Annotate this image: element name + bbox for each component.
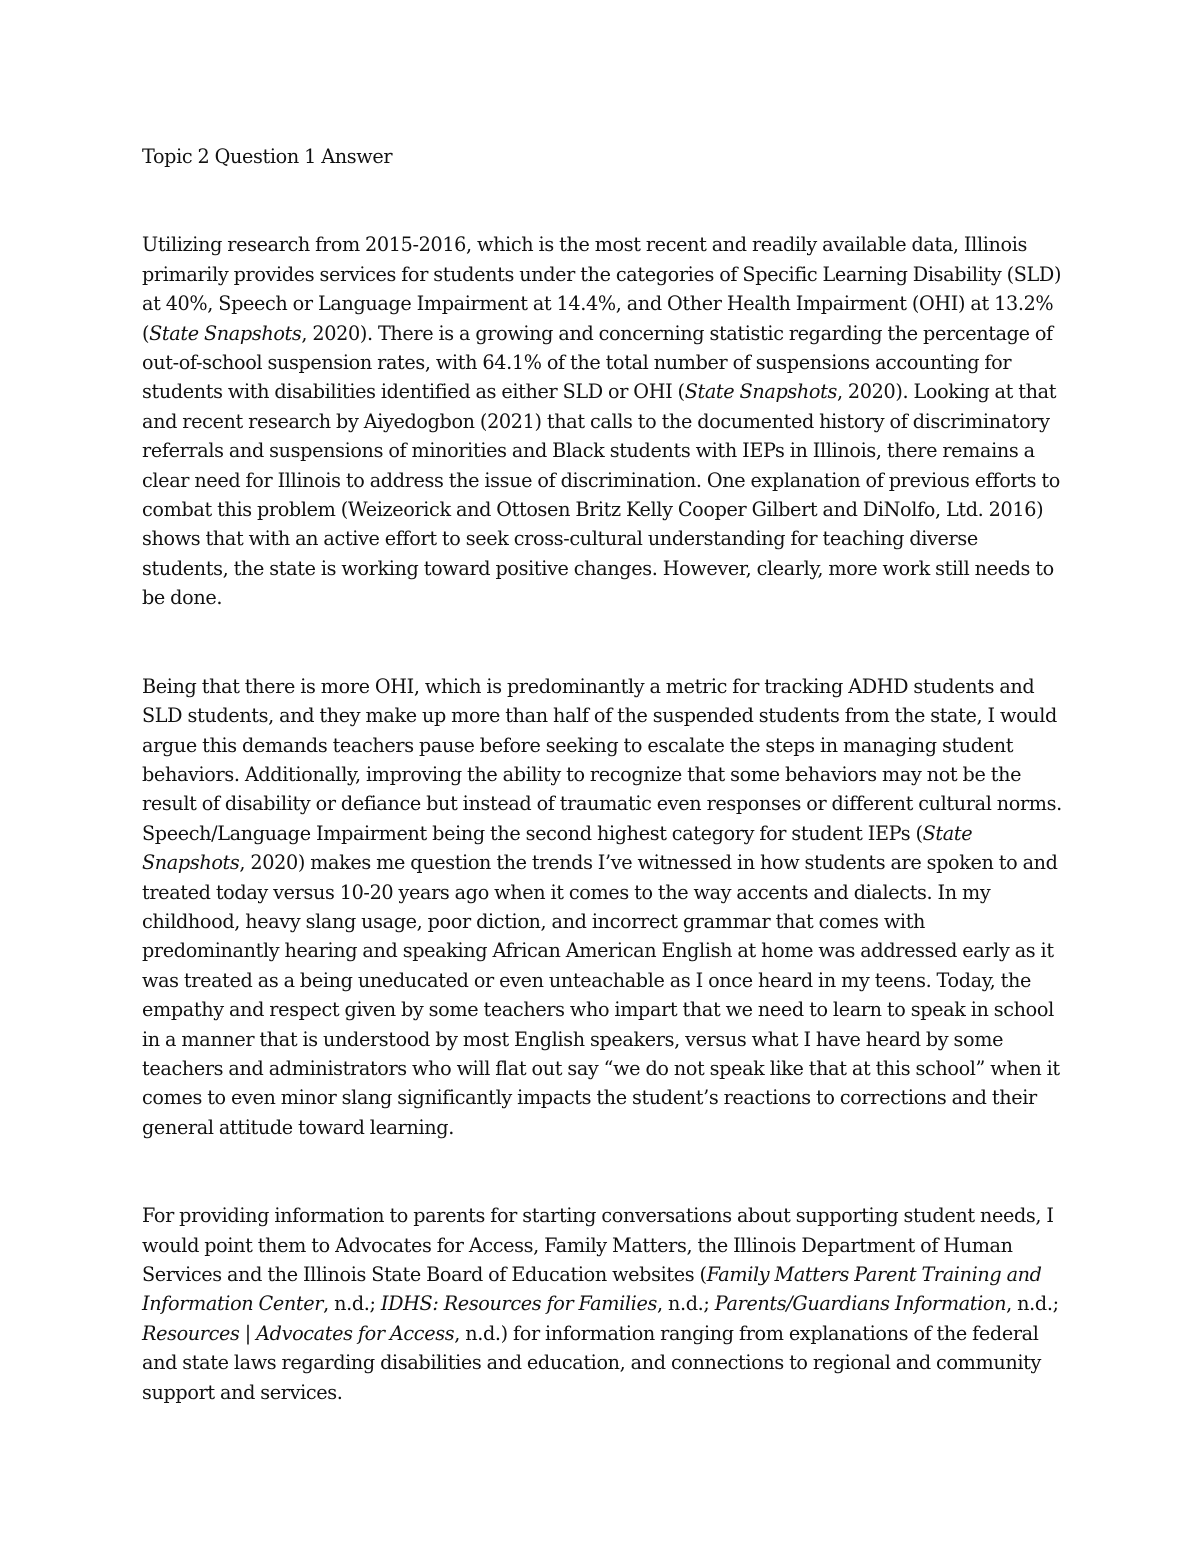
text-run: , 2020) makes me question the trends I’ve witnessed in how students are spoken to and treated today versus 10-20 years ago when it comes to the way accents and dialects. In my childhood, heavy slang usage, poor diction, and incorrect grammar that comes with predominantly hearing and speaking African American English at home was addressed early as it was treated as a being uneducated or even unteachable as I once heard in my teens. Today, the empathy and respect given by some teachers who impart that we need to learn to speak in school in a manner that is understood by most English speakers, versus what I have heard by some teachers and administrators who will flat out say “we do not speak like that at this school” when it comes to even minor slang significantly impacts the student’s reactions to corrections and their general attitude toward learning. xyxy=(142,851,1060,1139)
citation-italic: State Snapshots xyxy=(684,380,837,404)
paragraph-2 xyxy=(142,672,1066,1143)
text-run: Being that there is more OHI, which is predominantly a metric for tracking ADHD students and SLD students, and they make up more than half of the suspended students from the state, I would argue this demands teachers pause before seeking to escalate the steps in managing student behaviors. Additionally, improving the ability to recognize that some behaviors may not be the result of disability or defiance but instead of traumatic even responses or different cultural norms. Speech/Language Impairment being the second highest category for student IEPs ( xyxy=(142,674,1062,845)
citation-italic: Family Matters Parent Training and Information Center xyxy=(142,1263,1042,1316)
text-run: , n.d.; xyxy=(323,1292,381,1316)
text-run: , n.d.; xyxy=(1006,1292,1059,1316)
citation-italic: State Snapshots xyxy=(149,321,302,345)
citation-italic: Parents/Guardians Information xyxy=(714,1292,1007,1316)
text-run: Utilizing research from 2015-2016, which is the most recent and readily available data, Illinois primarily provides services for students under the categories of Specific Learning Disability (SLD) at 40%, Speech or Language Impairment at 14.4%, and Other Health Impairment (OHI) at 13.2% ( xyxy=(142,233,1062,345)
text-run: , n.d.; xyxy=(656,1292,715,1316)
paragraph-3 xyxy=(142,1201,1066,1407)
citation-italic: State Snapshots xyxy=(142,821,973,875)
citation-italic: Resources | Advocates for Access xyxy=(142,1321,455,1345)
document-body xyxy=(142,142,1066,1407)
document-title: Topic 2 Question 1 Answer xyxy=(142,145,393,168)
spacer xyxy=(142,613,1066,672)
text-run: , 2020). Looking at that and recent research by Aiyedogbon (2021) that calls to the documented history of discriminatory referrals and suspensions of minorities and Black students with IEPs in Illinois, there remains a clear need for Illinois to address the issue of discrimination. One explanation of previous efforts to combat this problem (Weizeorick and Ottosen Britz Kelly Cooper Gilbert and DiNolfo, Ltd. 2016) shows that with an active effort to seek cross-cultural understanding for teaching diverse students, the state is working toward positive changes. However, clearly, more work still needs to be done. xyxy=(142,380,1060,610)
text-run: For providing information to parents for starting conversations about supporting student needs, I would point them to Advocates for Access, Family Matters, the Illinois Department of Human Services and the Illinois State Board of Education websites ( xyxy=(142,1204,1054,1286)
spacer xyxy=(142,1142,1066,1201)
spacer xyxy=(142,171,1066,230)
text-run: , n.d.) for information ranging from explanations of the federal and state laws regarding disabilities and education, and connections to regional and community support and services. xyxy=(142,1321,1041,1404)
paragraph-1 xyxy=(142,230,1066,612)
text-run: , 2020). There is a growing and concerning statistic regarding the percentage of out-of-school suspension rates, with 64.1% of the total number of suspensions accounting for students with disabilities identified as either SLD or OHI ( xyxy=(142,321,1053,404)
citation-italic: IDHS: Resources for Families xyxy=(380,1292,657,1316)
